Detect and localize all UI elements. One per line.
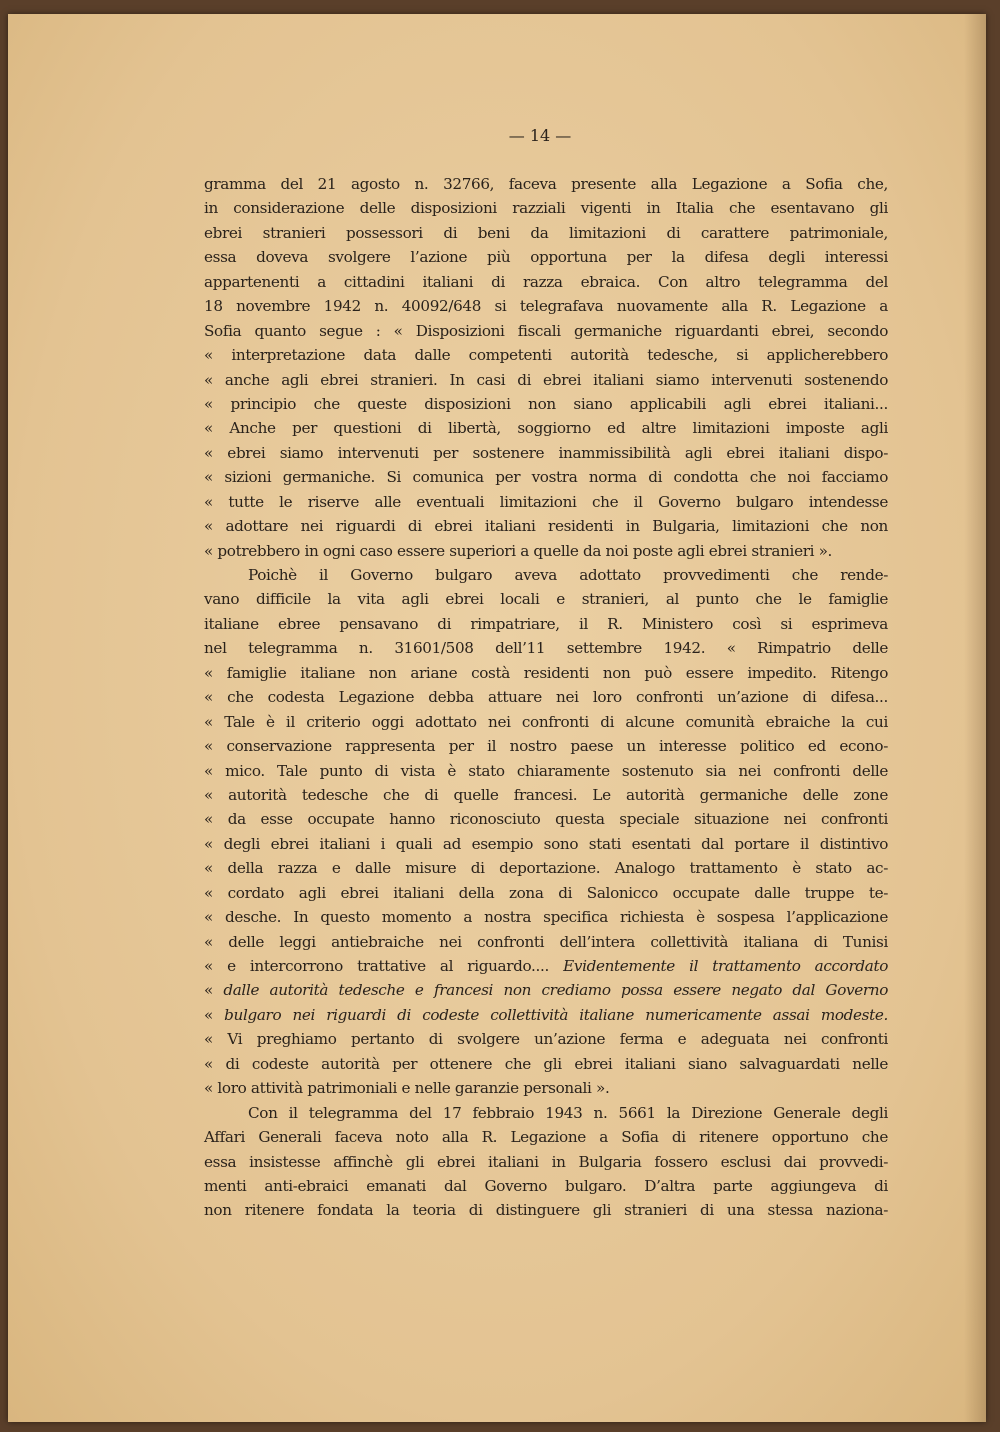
text-line xyxy=(204,1174,888,1198)
text-line xyxy=(204,783,888,807)
text-line-roman: « degli ebrei italiani i quali ad esempio sono stati esentati dal portare il distintivo xyxy=(204,834,888,853)
text-line xyxy=(204,368,888,392)
text-line-roman: gramma del 21 agosto n. 32766, faceva presente alla Legazione a Sofia che, xyxy=(204,175,888,193)
text-line xyxy=(204,441,888,465)
text-line-roman: « principio che queste disposizioni non siano applicabili agli ebrei italiani... xyxy=(204,394,888,413)
text-line xyxy=(204,221,888,245)
text-line-roman: ebrei stranieri possessori di beni da limitazioni di carattere patrimoniale, xyxy=(204,223,888,242)
text-line-roman: vano difficile la vita agli ebrei locali e stranieri, al punto che le famiglie xyxy=(204,590,888,609)
text-line-roman: appartenenti a cittadini italiani di razza ebraica. Con altro telegramma del xyxy=(204,272,888,291)
text-line-roman: « che codesta Legazione debba attuare nei loro confronti un’azione di difesa... xyxy=(204,688,888,707)
text-line xyxy=(204,612,888,636)
text-line-roman: « potrebbero in ogni caso essere superiori a quelle da noi poste agli ebrei stranieri ». xyxy=(204,541,833,560)
text-line-roman: « Vi preghiamo pertanto di svolgere un’azione ferma e adeguata nei confronti xyxy=(204,1030,888,1049)
text-line xyxy=(204,1198,888,1222)
text-line xyxy=(204,1003,888,1027)
text-line xyxy=(204,1076,888,1100)
text-line-roman: « adottare nei riguardi di ebrei italiani residenti in Bulgaria, limitazioni che non xyxy=(204,517,888,536)
text-line xyxy=(204,685,888,709)
text-line-roman: menti anti-ebraici emanati dal Governo bulgaro. D’altra parte aggiungeva di xyxy=(204,1176,888,1195)
text-line-italic: dalle autorità tedesche e francesi non crediamo possa essere negato dal Governo xyxy=(223,981,888,1000)
text-line-roman: « anche agli ebrei stranieri. In casi di ebrei italiani siamo intervenuti sostenendo xyxy=(204,370,888,389)
text-line xyxy=(204,978,888,1002)
text-line-roman: « interpretazione data dalle competenti autorità tedesche, si applicherebbero xyxy=(204,346,888,365)
text-line-roman: essa doveva svolgere l’azione più opportuna per la difesa degli interessi xyxy=(204,248,888,267)
text-line xyxy=(204,196,888,220)
text-line-roman: « loro attività patrimoniali e nelle garanzie personali ». xyxy=(204,1079,610,1098)
text-line xyxy=(204,954,888,978)
text-line-roman: « cordato agli ebrei italiani della zona di Salonicco occupate dalle truppe te- xyxy=(204,883,888,902)
text-line xyxy=(204,416,888,440)
text-line xyxy=(204,1052,888,1076)
text-line xyxy=(204,734,888,758)
text-line-roman: 18 novembre 1942 n. 40092/648 si telegrafava nuovamente alla R. Legazione a xyxy=(204,297,888,316)
text-line xyxy=(204,172,888,196)
text-line xyxy=(204,759,888,783)
text-line xyxy=(204,636,888,660)
text-line-roman: « da esse occupate hanno riconosciuto questa speciale situazione nei confronti xyxy=(204,810,888,829)
text-line-roman: « xyxy=(204,981,224,1000)
text-line xyxy=(204,905,888,929)
text-line-roman: italiane ebree pensavano di rimpatriare, il R. Ministero così si esprimeva xyxy=(204,614,888,633)
text-line-roman: « conservazione rappresenta per il nostro paese un interesse politico ed econo- xyxy=(204,737,888,756)
text-line xyxy=(204,1150,888,1174)
text-line xyxy=(204,881,888,905)
text-line xyxy=(204,294,888,318)
text-line-roman: nel telegramma n. 31601/508 dell’11 settembre 1942. « Rimpatrio delle xyxy=(204,639,888,658)
text-line-italic: bulgaro nei riguardi di codeste collettività italiane numericamente assai modeste. xyxy=(224,1005,888,1024)
text-line-roman: « mico. Tale punto di vista è stato chiaramente sostenuto sia nei confronti delle xyxy=(204,761,888,780)
text-line xyxy=(204,710,888,734)
text-line-roman: Con il telegramma del 17 febbraio 1943 n. 5661 la Direzione Generale degli xyxy=(248,1103,888,1122)
text-line xyxy=(204,807,888,831)
text-line-italic: Evidentemente il trattamento accordato xyxy=(563,957,888,975)
text-line xyxy=(204,539,888,563)
text-line xyxy=(204,465,888,489)
text-line-roman: Sofia quanto segue : « Disposizioni fiscali germaniche riguardanti ebrei, secondo xyxy=(204,321,888,340)
text-line-roman: « xyxy=(204,1005,225,1024)
text-line xyxy=(204,856,888,880)
text-line xyxy=(204,661,888,685)
text-line-roman: non ritenere fondata la teoria di distinguere gli stranieri di una stessa naziona- xyxy=(204,1201,888,1220)
text-line-roman: « famiglie italiane non ariane costà residenti non può essere impedito. Ritengo xyxy=(204,663,888,682)
text-line xyxy=(204,587,888,611)
text-line xyxy=(204,392,888,416)
text-line-roman: « e intercorrono trattative al riguardo.... xyxy=(204,957,564,975)
text-line xyxy=(204,490,888,514)
text-line xyxy=(204,930,888,954)
text-line-roman: « desche. In questo momento a nostra specifica richiesta è sospesa l’applicazione xyxy=(204,908,888,927)
text-line-roman: « della razza e dalle misure di deportazione. Analogo trattamento è stato ac- xyxy=(204,859,888,878)
text-line-roman: « autorità tedesche che di quelle francesi. Le autorità germaniche delle zone xyxy=(204,785,888,804)
text-line-roman: « delle leggi antiebraiche nei confronti dell’intera collettività italiana di Tunisi xyxy=(204,932,888,951)
text-line xyxy=(204,832,888,856)
text-line-roman: « tutte le riserve alle eventuali limitazioni che il Governo bulgaro intendesse xyxy=(204,492,888,511)
text-line xyxy=(204,1027,888,1051)
text-line-roman: « ebrei siamo intervenuti per sostenere inammissibilità agli ebrei italiani dispo- xyxy=(204,443,888,462)
text-line xyxy=(204,319,888,343)
text-line-roman: « Anche per questioni di libertà, soggiorno ed altre limitazioni imposte agli xyxy=(204,419,888,438)
text-line-roman: essa insistesse affinchè gli ebrei italiani in Bulgaria fossero esclusi dai provvedi- xyxy=(204,1152,888,1171)
body-text xyxy=(204,172,888,1223)
text-line xyxy=(204,1101,888,1125)
text-line xyxy=(204,270,888,294)
text-line-roman: « di codeste autorità per ottenere che gli ebrei italiani siano salvaguardati nelle xyxy=(204,1054,888,1073)
text-line-roman: Poichè il Governo bulgaro aveva adottato provvedimenti che rende- xyxy=(248,566,888,584)
text-line xyxy=(204,245,888,269)
text-line-roman: Affari Generali faceva noto alla R. Legazione a Sofia di ritenere opportuno che xyxy=(204,1128,888,1147)
page-edge-shadow xyxy=(964,14,986,1422)
text-line-roman: in considerazione delle disposizioni razziali vigenti in Italia che esentavano gli xyxy=(204,199,888,218)
text-line xyxy=(204,1125,888,1149)
text-line xyxy=(204,563,888,587)
text-line-roman: « sizioni germaniche. Si comunica per vostra norma di condotta che noi facciamo xyxy=(204,468,888,487)
text-line-roman: « Tale è il criterio oggi adottato nei confronti di alcune comunità ebraiche la cui xyxy=(204,712,888,731)
text-line xyxy=(204,343,888,367)
text-line xyxy=(204,514,888,538)
page-number: — 14 — xyxy=(508,126,572,145)
